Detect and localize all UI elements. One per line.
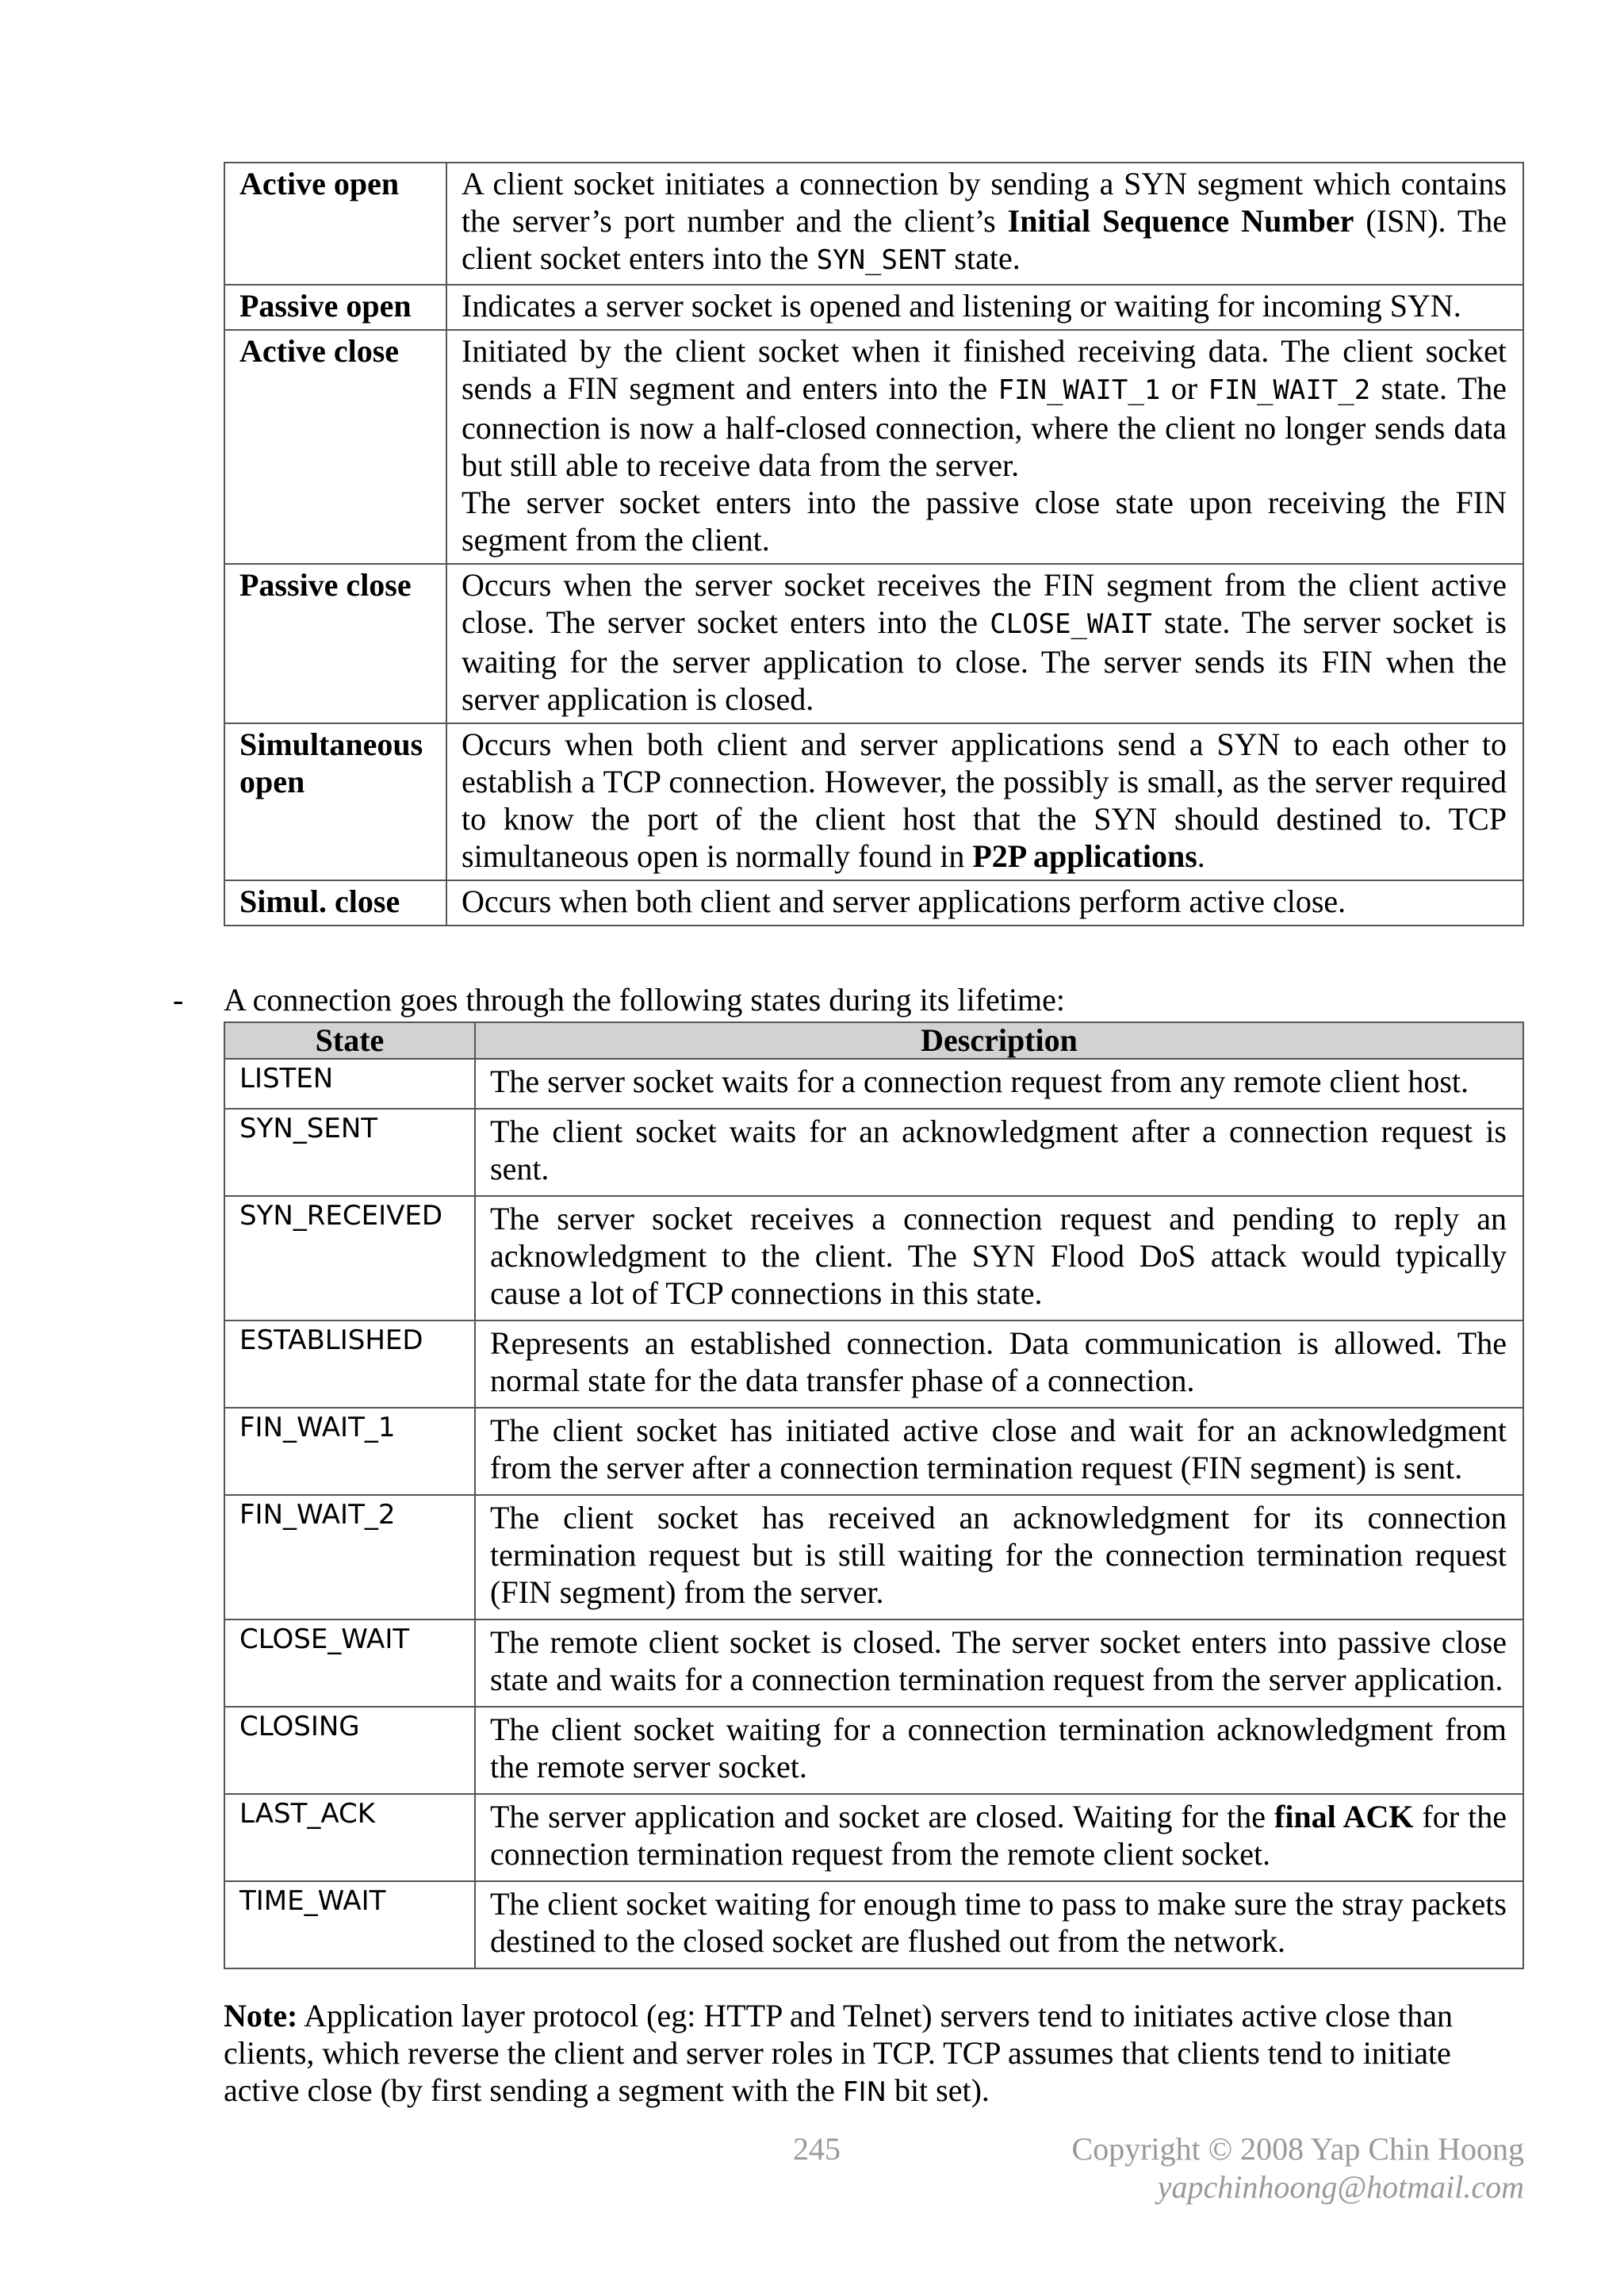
term-name: Active close xyxy=(224,330,446,564)
state-column-header: State xyxy=(224,1022,475,1059)
bold-text: Initial Sequence Number xyxy=(1007,203,1354,239)
bold-text: P2P applications xyxy=(972,838,1197,874)
text-run: bit set). xyxy=(886,2072,990,2108)
text-run: (ISN). The client socket enters into the xyxy=(462,203,1507,276)
term-row xyxy=(224,163,1523,285)
flag-name-inline: FIN xyxy=(842,2076,887,2108)
description-column-header: Description xyxy=(475,1022,1523,1059)
state-row xyxy=(224,1320,1523,1408)
state-row xyxy=(224,1196,1523,1320)
state-row xyxy=(224,1059,1523,1109)
states-header-row xyxy=(224,1022,1523,1059)
text-run: The server socket receives a connection request and pending to reply an acknowledgment to the client. The SYN Flood DoS attack would typically cause a lot of TCP connections in this state. xyxy=(490,1201,1507,1311)
text-run: state. The connection is now a half-closed connection, where the client no longer sends data but still able to receive data from the server. xyxy=(462,370,1507,483)
state-description xyxy=(475,1109,1523,1196)
term-definition xyxy=(446,163,1523,285)
term-row xyxy=(224,723,1523,880)
state-name: FIN_WAIT_1 xyxy=(224,1408,475,1495)
state-row xyxy=(224,1707,1523,1794)
state-name-inline: CLOSE_WAIT xyxy=(990,608,1152,640)
state-description xyxy=(475,1196,1523,1320)
text-run: Occurs when both client and server applications send a SYN to each other to establish a TCP connection. However, the possibly is small, as the server required to know the port of the client host that the SYN should destined to. TCP simultaneous open is normally found in xyxy=(462,726,1507,874)
state-description xyxy=(475,1794,1523,1881)
state-name: SYN_RECEIVED xyxy=(224,1196,475,1320)
state-description xyxy=(475,1059,1523,1109)
state-description xyxy=(475,1320,1523,1408)
term-row xyxy=(224,285,1523,330)
text-run: The client socket waiting for enough time to pass to make sure the stray packets destined to the closed socket are flushed out from the network. xyxy=(490,1886,1507,1959)
state-row xyxy=(224,1495,1523,1619)
state-name-inline: FIN_WAIT_1 xyxy=(998,374,1161,406)
state-name: CLOSE_WAIT xyxy=(224,1619,475,1707)
text-run: The client socket has received an acknowledgment for its connection termination request but is still waiting for the connection termination request (FIN segment) from the server. xyxy=(490,1500,1507,1610)
term-name: Passive open xyxy=(224,285,446,330)
term-name: Simul. close xyxy=(224,880,446,926)
text-run: The server socket enters into the passive close state upon receiving the FIN segment from the client. xyxy=(462,485,1507,558)
state-name: CLOSING xyxy=(224,1707,475,1794)
term-name: Simultaneous open xyxy=(224,723,446,880)
term-definition xyxy=(446,564,1523,723)
state-row xyxy=(224,1619,1523,1707)
state-name: LAST_ACK xyxy=(224,1794,475,1881)
term-definition xyxy=(446,285,1523,330)
note-paragraph xyxy=(224,1997,1524,2111)
text-run: Occurs when the server socket receives the FIN segment from the client active close. The server socket enters into the xyxy=(462,567,1507,640)
tcp-terms-table xyxy=(224,162,1524,926)
state-name-inline: SYN_SENT xyxy=(816,244,947,276)
text-run: state. xyxy=(946,240,1021,276)
state-row xyxy=(224,1408,1523,1495)
copyright-text: Copyright © 2008 Yap Chin Hoong xyxy=(1071,2131,1524,2167)
tcp-states-table xyxy=(224,1022,1524,1969)
text-run: . xyxy=(1197,838,1205,874)
term-row xyxy=(224,564,1523,723)
term-name: Passive close xyxy=(224,564,446,723)
text-run: The client socket waits for an acknowledgment after a connection request is sent. xyxy=(490,1114,1507,1186)
text-run: Occurs when both client and server applications perform active close. xyxy=(462,884,1346,919)
state-name: FIN_WAIT_2 xyxy=(224,1495,475,1619)
term-definition xyxy=(446,330,1523,564)
state-name: ESTABLISHED xyxy=(224,1320,475,1408)
term-row xyxy=(224,330,1523,564)
text-run: The client socket has initiated active close and wait for an acknowledgment from the server after a connection termination request (FIN segment) is sent. xyxy=(490,1412,1507,1485)
term-definition xyxy=(446,880,1523,926)
state-row xyxy=(224,1794,1523,1881)
term-name: Active open xyxy=(224,163,446,285)
state-name: TIME_WAIT xyxy=(224,1881,475,1968)
text-run: The server socket waits for a connection request from any remote client host. xyxy=(490,1064,1469,1099)
text-run: Application layer protocol (eg: HTTP and Telnet) servers tend to initiates active close than clients, which reverse the client and server roles in TCP. TCP assumes that clients tend to initiate active close (by first sending a segment with the xyxy=(224,1998,1454,2108)
text-run: The server application and socket are closed. Waiting for the xyxy=(490,1799,1274,1834)
state-description xyxy=(475,1619,1523,1707)
text-run: or xyxy=(1160,370,1208,406)
text-run: The remote client socket is closed. The server socket enters into passive close state and waits for a connection termination request from the server application. xyxy=(490,1624,1507,1697)
state-name: LISTEN xyxy=(224,1059,475,1109)
bullet-text: A connection goes through the following states during its lifetime: xyxy=(224,982,1065,1018)
text-run: for the connection termination request from the remote client socket. xyxy=(490,1799,1507,1872)
bullet-dash: - xyxy=(173,982,184,1018)
term-row xyxy=(224,880,1523,926)
state-row xyxy=(224,1109,1523,1196)
state-description xyxy=(475,1881,1523,1968)
bold-text: final ACK xyxy=(1274,1799,1414,1834)
state-name-inline: FIN_WAIT_2 xyxy=(1208,374,1371,406)
state-name: SYN_SENT xyxy=(224,1109,475,1196)
text-run: Indicates a server socket is opened and listening or waiting for incoming SYN. xyxy=(462,288,1461,324)
state-description xyxy=(475,1495,1523,1619)
text-run: Represents an established connection. Data communication is allowed. The normal state for the data transfer phase of a connection. xyxy=(490,1325,1507,1398)
text-run: state. The server socket is waiting for the server application to close. The server sends its FIN when the server application is closed. xyxy=(462,604,1507,717)
text-run: Initiated by the client socket when it finished receiving data. The client socket sends a FIN segment and enters into the xyxy=(462,333,1507,406)
page-number: 245 xyxy=(793,2131,841,2167)
author-email: yapchinhoong@hotmail.com xyxy=(1157,2169,1524,2205)
state-description xyxy=(475,1408,1523,1495)
term-definition xyxy=(446,723,1523,880)
text-run: The client socket waiting for a connection termination acknowledgment from the remote server socket. xyxy=(490,1711,1507,1784)
text-run: A client socket initiates a connection by sending a SYN segment which contains the server’s port number and the client’s xyxy=(462,166,1507,239)
state-description xyxy=(475,1707,1523,1794)
bold-text: Note: xyxy=(224,1998,298,2033)
state-row xyxy=(224,1881,1523,1968)
